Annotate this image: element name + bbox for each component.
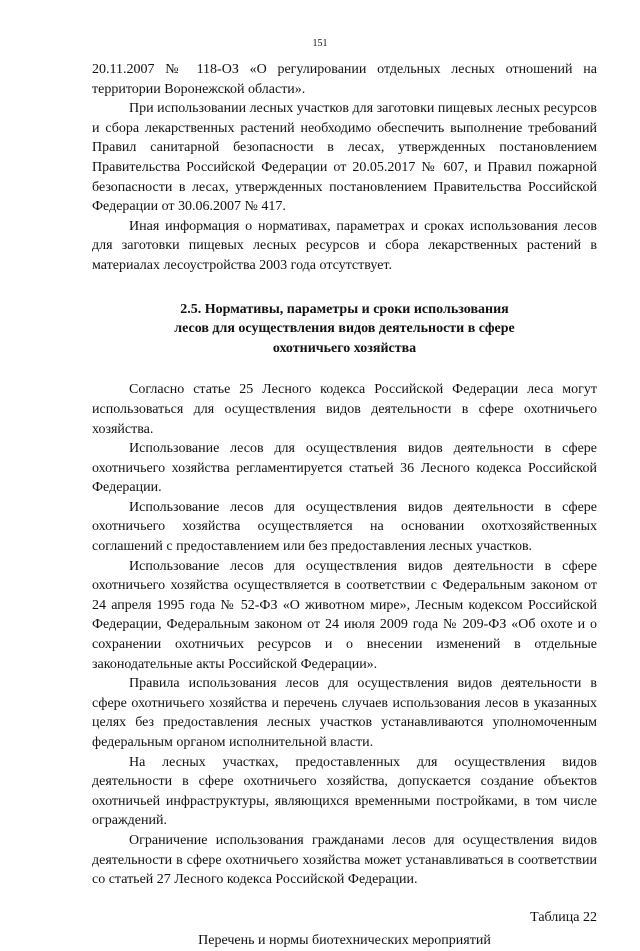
document-body [92,60,597,951]
section-heading-line: 2.5. Нормативы, параметры и сроки использования [180,301,509,317]
table-title: Перечень и нормы биотехнических мероприятий [198,933,491,949]
paragraph: Ограничение использования гражданами лесов для осуществления видов деятельности в сфере охотничьего хозяйства может устанавливаться в соответствии со статьей 27 Лесного кодекса Российской Федерации. [92,832,597,888]
paragraph: На лесных участках, предоставленных для осуществления видов деятельности в сфере охотничьего хозяйства, допускается создание объектов охотничьей инфраструктуры, являющихся временными постройками, в том числе ограждений. [92,754,597,829]
table-label: Таблица 22 [530,909,597,925]
paragraph: При использовании лесных участков для заготовки пищевых лесных ресурсов и сбора лекарственных растений необходимо обеспечить выполнение требований Правил санитарной безопасности в лесах, утвержденных постановлением Правительства Российской Федерации от 20.05.2017 № 607, и Правил пожарной безопасности в лесах, утвержденных постановлением Правительства Российской Федерации от 30.06.2007 № 417. [92,101,597,215]
section-heading-line: лесов для осуществления видов деятельности в сфере [174,321,515,337]
paragraph: Использование лесов для осуществления видов деятельности в сфере охотничьего хозяйства осуществляется на основании охотхозяйственных соглашений с предоставлением или без предоставления лесных участков. [92,499,597,555]
section-heading [92,300,597,359]
paragraph: 20.11.2007 № 118-ОЗ «О регулировании отдельных лесных отношений на территории Воронежской области». [92,62,597,97]
paragraph: Иная информация о нормативах, параметрах и сроках использования лесов для заготовки пищевых лесных ресурсов и сбора лекарственных растений в материалах лесоустройства 2003 года отсутствует. [92,218,597,273]
paragraph: Использование лесов для осуществления видов деятельности в сфере охотничьего хозяйства регламентируется статьей 36 Лесного кодекса Российской Федерации. [92,441,597,496]
paragraph: Правила использования лесов для осуществления видов деятельности в сфере охотничьего хозяйства и перечень случаев использования лесов в указанных целях без предоставления лесных участков устанавливаются уполномоченным федеральным органом исполнительной власти. [92,676,597,750]
section-heading-line: охотничьего хозяйства [272,340,417,356]
paragraph: Согласно статье 25 Лесного кодекса Российской Федерации леса могут использоваться для осуществления видов деятельности в сфере охотничьего хозяйства. [92,382,597,437]
paragraph: Использование лесов для осуществления видов деятельности в сфере охотничьего хозяйства осуществляется в соответствии с Федеральным законом от 24 апреля 1995 года № 52-ФЗ «О животном мире», Лесным кодексом Российской Федерации, Федеральным законом от 24 июля 2009 года № 209-ФЗ «Об охоте и о сохранении охотничьих ресурсов и о внесении изменений в отдельные законодательные акты Российской Федерации». [92,558,597,672]
page-number: 151 [312,38,328,49]
